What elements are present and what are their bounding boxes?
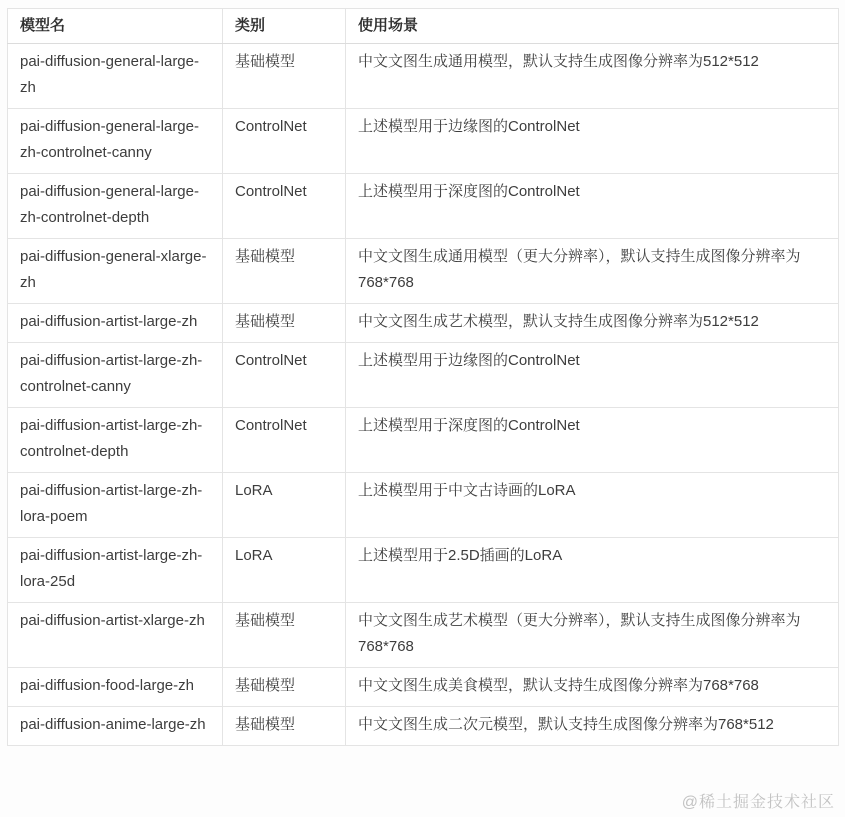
category-cell: ControlNet xyxy=(223,343,346,408)
table-row xyxy=(8,668,839,707)
category-cell: LoRA xyxy=(223,538,346,603)
table-body xyxy=(8,44,839,746)
category-cell: 基础模型 xyxy=(223,304,346,343)
usage-scenario-cell: 中文文图生成二次元模型，默认支持生成图像分辨率为768*512 xyxy=(346,707,839,746)
usage-scenario-cell: 上述模型用于边缘图的ControlNet xyxy=(346,109,839,174)
model-name-cell: pai-diffusion-artist-large-zh xyxy=(8,304,223,343)
model-name-cell: pai-diffusion-general-large-zh xyxy=(8,44,223,109)
usage-scenario-cell: 中文文图生成通用模型，默认支持生成图像分辨率为512*512 xyxy=(346,44,839,109)
model-name-cell: pai-diffusion-artist-large-zh-lora-25d xyxy=(8,538,223,603)
usage-scenario-cell: 中文文图生成艺术模型（更大分辨率），默认支持生成图像分辨率为768*768 xyxy=(346,603,839,668)
category-cell: 基础模型 xyxy=(223,44,346,109)
category-cell: 基础模型 xyxy=(223,707,346,746)
model-name-cell: pai-diffusion-general-xlarge-zh xyxy=(8,239,223,304)
usage-scenario-cell: 上述模型用于边缘图的ControlNet xyxy=(346,343,839,408)
usage-scenario-cell: 中文文图生成艺术模型，默认支持生成图像分辨率为512*512 xyxy=(346,304,839,343)
usage-scenario-cell: 上述模型用于中文古诗画的LoRA xyxy=(346,473,839,538)
model-name-cell: pai-diffusion-general-large-zh-controlnet-depth xyxy=(8,174,223,239)
category-cell: 基础模型 xyxy=(223,239,346,304)
category-cell: ControlNet xyxy=(223,174,346,239)
header-category: 类别 xyxy=(223,9,346,44)
model-name-cell: pai-diffusion-artist-large-zh-controlnet-canny xyxy=(8,343,223,408)
table-header xyxy=(8,9,839,44)
model-name-cell: pai-diffusion-food-large-zh xyxy=(8,668,223,707)
table-row xyxy=(8,408,839,473)
models-table xyxy=(7,8,839,746)
usage-scenario-cell: 上述模型用于深度图的ControlNet xyxy=(346,408,839,473)
usage-scenario-cell: 上述模型用于2.5D插画的LoRA xyxy=(346,538,839,603)
model-name-cell: pai-diffusion-artist-xlarge-zh xyxy=(8,603,223,668)
table-row xyxy=(8,174,839,239)
usage-scenario-cell: 中文文图生成通用模型（更大分辨率），默认支持生成图像分辨率为768*768 xyxy=(346,239,839,304)
category-cell: 基础模型 xyxy=(223,603,346,668)
table-row xyxy=(8,538,839,603)
model-name-cell: pai-diffusion-anime-large-zh xyxy=(8,707,223,746)
table-row xyxy=(8,707,839,746)
category-cell: ControlNet xyxy=(223,408,346,473)
table-row xyxy=(8,44,839,109)
table-row xyxy=(8,343,839,408)
category-cell: ControlNet xyxy=(223,109,346,174)
model-name-cell: pai-diffusion-artist-large-zh-controlnet-depth xyxy=(8,408,223,473)
table-header-row xyxy=(8,9,839,44)
watermark: @稀土掘金技术社区 xyxy=(681,794,835,811)
model-name-cell: pai-diffusion-general-large-zh-controlnet-canny xyxy=(8,109,223,174)
usage-scenario-cell: 上述模型用于深度图的ControlNet xyxy=(346,174,839,239)
table-row xyxy=(8,239,839,304)
table-row xyxy=(8,304,839,343)
table-row xyxy=(8,109,839,174)
header-usage-scenario: 使用场景 xyxy=(346,9,839,44)
model-name-cell: pai-diffusion-artist-large-zh-lora-poem xyxy=(8,473,223,538)
category-cell: 基础模型 xyxy=(223,668,346,707)
header-model-name: 模型名 xyxy=(8,9,223,44)
models-table-container xyxy=(7,8,839,746)
usage-scenario-cell: 中文文图生成美食模型，默认支持生成图像分辨率为768*768 xyxy=(346,668,839,707)
table-row xyxy=(8,603,839,668)
table-row xyxy=(8,473,839,538)
category-cell: LoRA xyxy=(223,473,346,538)
